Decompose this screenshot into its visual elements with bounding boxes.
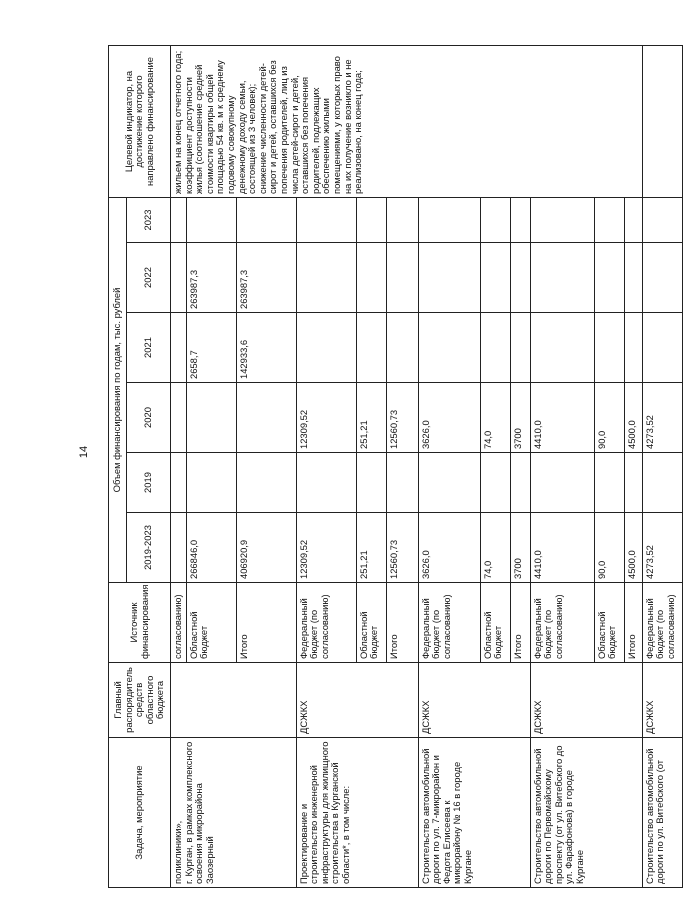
value-cell bbox=[296, 198, 356, 243]
value-cell bbox=[510, 243, 530, 313]
value-cell: 263987,3 bbox=[236, 243, 296, 313]
value-cell: 142933,6 bbox=[236, 313, 296, 383]
value-cell: 4410,0 bbox=[530, 383, 594, 453]
target-text-first: жильем на конец отчетного года; коэффициент доступности жилья (соотношение средней стоимости квартиры общей площадью 54 кв. м к среднему годовому совокупному денежному доходу семьи, состоящей из 3 человек); bbox=[172, 50, 258, 194]
header-target: Целевой индикатор, на достижение которого направлено финансирование bbox=[109, 46, 171, 198]
header-year: 2020 bbox=[127, 383, 171, 453]
value-cell: 3700 bbox=[510, 383, 530, 453]
manager-cell: ДСЖКХ bbox=[642, 663, 682, 738]
header-task: Задача, мероприятие bbox=[109, 738, 171, 888]
value-cell: 4273,52 bbox=[642, 383, 682, 453]
value-cell bbox=[510, 198, 530, 243]
value-cell bbox=[186, 453, 236, 513]
value-cell: 12560,73 bbox=[386, 513, 418, 583]
value-cell bbox=[642, 243, 682, 313]
manager-cell: ДСЖКХ bbox=[418, 663, 530, 738]
value-cell bbox=[594, 313, 624, 383]
value-cell bbox=[386, 198, 418, 243]
value-cell bbox=[642, 198, 682, 243]
value-cell bbox=[418, 453, 480, 513]
value-cell: 12309,52 bbox=[296, 513, 356, 583]
value-cell bbox=[624, 313, 642, 383]
value-cell: 251,21 bbox=[356, 383, 386, 453]
value-cell bbox=[356, 198, 386, 243]
value-cell bbox=[594, 198, 624, 243]
source-cell: Федеральный бюджет (по согласованию) bbox=[418, 583, 480, 663]
value-cell bbox=[530, 453, 594, 513]
value-cell bbox=[480, 313, 510, 383]
source-cell: Федеральный бюджет (по согласованию) bbox=[296, 583, 356, 663]
source-cell: согласованию) bbox=[171, 583, 187, 663]
source-cell: Федеральный бюджет (по согласованию) bbox=[642, 583, 682, 663]
value-cell: 12560,73 bbox=[386, 383, 418, 453]
value-cell bbox=[356, 243, 386, 313]
table-row bbox=[171, 46, 187, 888]
value-cell bbox=[480, 243, 510, 313]
value-cell: 4410,0 bbox=[530, 513, 594, 583]
value-cell: 251,21 bbox=[356, 513, 386, 583]
value-cell: 4273,52 bbox=[642, 513, 682, 583]
header-year: 2019 bbox=[127, 453, 171, 513]
value-cell bbox=[642, 313, 682, 383]
manager-cell bbox=[171, 663, 297, 738]
value-cell bbox=[418, 313, 480, 383]
header-year: 2023 bbox=[127, 198, 171, 243]
value-cell: 266846,0 bbox=[186, 513, 236, 583]
value-cell: 74,0 bbox=[480, 513, 510, 583]
source-cell: Областной бюджет bbox=[186, 583, 236, 663]
rotated-page bbox=[108, 46, 676, 888]
page-number: 14 bbox=[78, 445, 91, 459]
value-cell bbox=[171, 243, 187, 313]
value-cell bbox=[171, 313, 187, 383]
header-source: Источник финансирования bbox=[109, 583, 171, 663]
table-row bbox=[642, 46, 682, 888]
source-cell: Областной бюджет bbox=[356, 583, 386, 663]
value-cell bbox=[356, 453, 386, 513]
value-cell: 3626,0 bbox=[418, 383, 480, 453]
value-cell bbox=[594, 453, 624, 513]
value-cell bbox=[296, 313, 356, 383]
manager-cell: ДСЖКХ bbox=[296, 663, 418, 738]
header-volume: Объем финансирования по годам, тыс. рублей bbox=[109, 198, 127, 583]
value-cell bbox=[386, 313, 418, 383]
value-cell bbox=[642, 453, 682, 513]
value-cell bbox=[530, 243, 594, 313]
task-cell: поликлиники», г. Курган, в рамках комплексного освоения микрорайона Заозерный bbox=[171, 738, 297, 888]
value-cell: 4500,0 bbox=[624, 513, 642, 583]
task-cell: Строительство автомобильной дороги по ул. 7-микрорайон и Федота Елисеева к микрорайону № 16 в городе Кургане bbox=[418, 738, 530, 888]
source-cell: Областной бюджет bbox=[594, 583, 624, 663]
value-cell bbox=[186, 383, 236, 453]
value-cell bbox=[510, 453, 530, 513]
value-cell: 90,0 bbox=[594, 383, 624, 453]
header-year: 2022 bbox=[127, 243, 171, 313]
value-cell bbox=[510, 313, 530, 383]
value-cell: 3700 bbox=[510, 513, 530, 583]
source-cell: Итого bbox=[510, 583, 530, 663]
value-cell: 2658,7 bbox=[186, 313, 236, 383]
target-cell bbox=[642, 46, 682, 198]
value-cell bbox=[480, 198, 510, 243]
header-year: 2021 bbox=[127, 313, 171, 383]
value-cell bbox=[386, 453, 418, 513]
value-cell bbox=[418, 243, 480, 313]
value-cell bbox=[480, 453, 510, 513]
source-cell: Областной бюджет bbox=[480, 583, 510, 663]
value-cell: 12309,52 bbox=[296, 383, 356, 453]
target-text-second: снижение численности детей-сирот и детей, оставшихся без попечения родителей, лиц из числа детей-сирот и детей, оставшихся без попечения родителей, подлежащих обеспечению жилыми помещениями, у которых право на их получение возникло и не реализовано, на конец года; bbox=[256, 56, 364, 194]
source-cell: Итого bbox=[386, 583, 418, 663]
value-cell: 3626,0 bbox=[418, 513, 480, 583]
value-cell bbox=[624, 453, 642, 513]
task-cell: Строительство автомобильной дороги по Первомайскому проспекту (от ул. Витебского до ул. Фарафонова) в городе Кургане bbox=[530, 738, 642, 888]
value-cell bbox=[356, 313, 386, 383]
manager-cell: ДСЖКХ bbox=[530, 663, 642, 738]
value-cell bbox=[236, 453, 296, 513]
target-cell bbox=[171, 46, 643, 198]
value-cell: 90,0 bbox=[594, 513, 624, 583]
value-cell bbox=[236, 383, 296, 453]
value-cell bbox=[594, 243, 624, 313]
value-cell: 4500,0 bbox=[624, 383, 642, 453]
value-cell: 406920,9 bbox=[236, 513, 296, 583]
financing-table bbox=[108, 45, 683, 888]
value-cell bbox=[624, 198, 642, 243]
source-cell: Итого bbox=[624, 583, 642, 663]
value-cell: 74,0 bbox=[480, 383, 510, 453]
value-cell bbox=[530, 313, 594, 383]
value-cell bbox=[171, 453, 187, 513]
value-cell bbox=[530, 198, 594, 243]
value-cell: 263987,3 bbox=[186, 243, 236, 313]
source-cell: Федеральный бюджет (по согласованию) bbox=[530, 583, 594, 663]
value-cell bbox=[186, 198, 236, 243]
value-cell bbox=[236, 198, 296, 243]
value-cell bbox=[418, 198, 480, 243]
task-cell: Проектирование и строительство инженерной инфраструктуры для жилищного строительства в Курганской области*, в том числе: bbox=[296, 738, 418, 888]
header-manager: Главный распорядитель средств областного бюджета bbox=[109, 663, 171, 738]
header-year: 2019-2023 bbox=[127, 513, 171, 583]
value-cell bbox=[171, 198, 187, 243]
source-cell: Итого bbox=[236, 583, 296, 663]
value-cell bbox=[386, 243, 418, 313]
value-cell bbox=[296, 243, 356, 313]
value-cell bbox=[296, 453, 356, 513]
value-cell bbox=[171, 383, 187, 453]
value-cell bbox=[624, 243, 642, 313]
value-cell bbox=[171, 513, 187, 583]
task-cell: Строительство автомобильной дороги по ул. Витебского (от bbox=[642, 738, 682, 888]
